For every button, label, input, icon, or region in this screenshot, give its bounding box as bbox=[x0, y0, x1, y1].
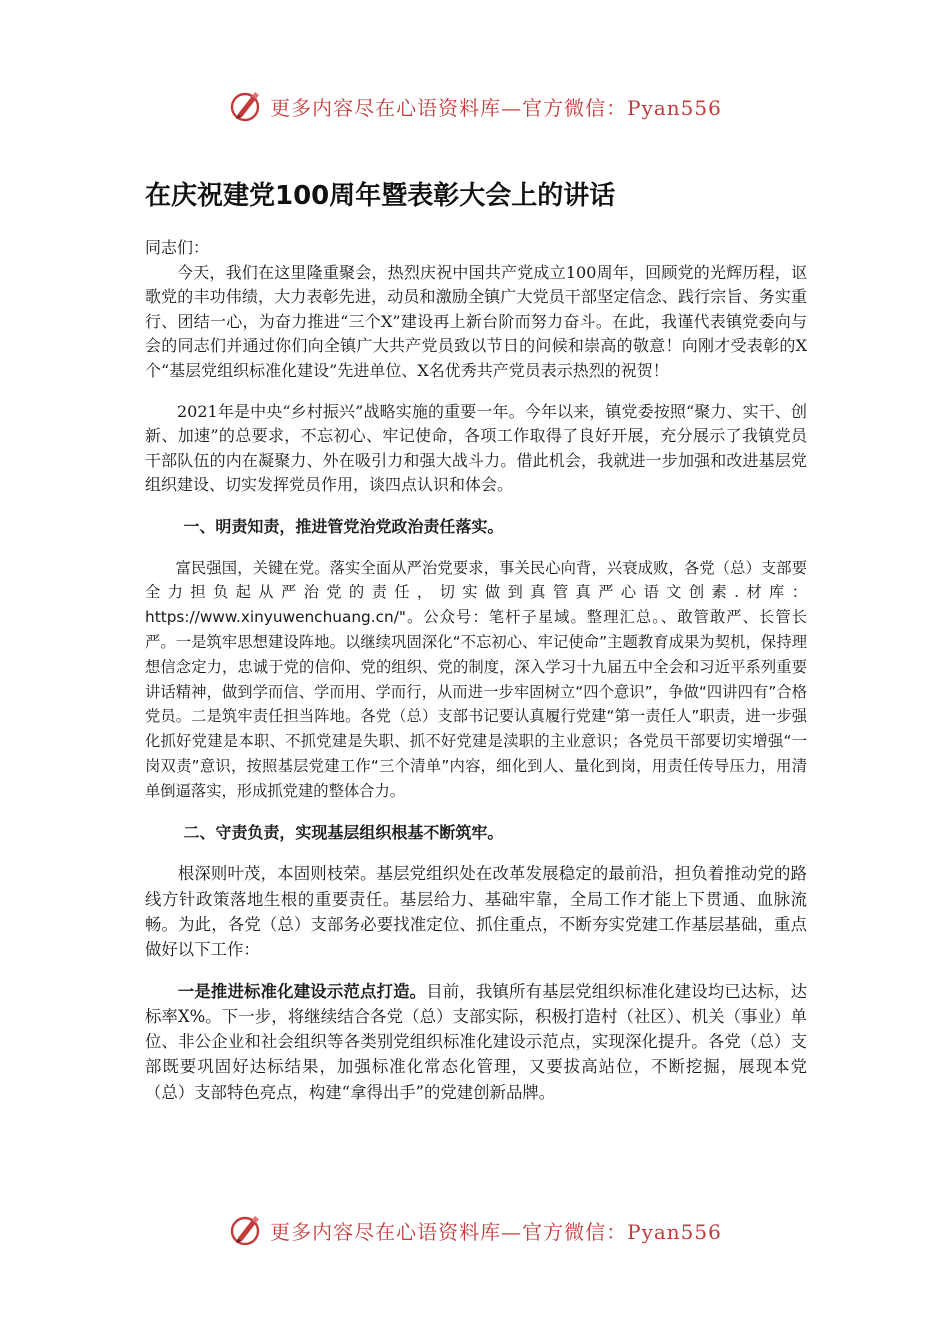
paragraph-context: 2021年是中央“乡村振兴”战略实施的重要一年。今年以来，镇党委按照“聚力、实干、创新、加速”的总要求，不忘初心、牢记使命，各项工作取得了良好开展，充分展示了我镇党员干部队伍的内在凝聚力、外在吸引力和强大战斗力。借此机会，我就进一步加强和改进基层党组织建设、切实发挥党员作用，谈四点认识和体会。 bbox=[145, 401, 807, 495]
point-1-lead: 一是推进标准化建设示范点打造。 bbox=[177, 981, 427, 1001]
section-heading-2: 二、守责负责，实现基层组织根基不断筑牢。 bbox=[183, 822, 504, 842]
document-title: 在庆祝建党100周年暨表彰大会上的讲话 bbox=[145, 181, 616, 211]
watermark-content bbox=[228, 1212, 722, 1248]
paragraph-point-1 bbox=[145, 979, 807, 1105]
point-1-body: 目前，我镇所有基层党组织标准化建设均已达标，达标率X%。下一步，将继续结合各党（总）支部实际，积极打造村（社区）、机关（事业）单位、非公企业和社会组织等各类别党组织标准化建设示范点，实现深化提升。各党（总）支部既要巩固好达标结果，加强标准化常态化管理，又要拔高站位，不断挖掘，展现本党（总）支部特色亮点，构建“拿得出手”的党建创新品牌。 bbox=[145, 981, 807, 1102]
paragraph-intro: 今天，我们在这里隆重聚会，热烈庆祝中国共产党成立100周年，回顾党的光辉历程，讴歌党的丰功伟绩，大力表彰先进，动员和激励全镇广大党员干部坚定信念、践行宗旨、务实重行、团结一心，为奋力推进“三个X”建设再上新台阶而努力奋斗。在此，我谨代表镇党委向与会的同志们并通过你们向全镇广大共产党员致以节日的问候和崇高的敬意！向刚才受表彰的X个“基层党组织标准化建设”先进单位、X名优秀共产党员表示热烈的祝贺！ bbox=[145, 262, 807, 380]
pen-circle-icon bbox=[228, 1212, 264, 1248]
pen-circle-icon bbox=[228, 88, 264, 124]
greeting: 同志们： bbox=[145, 238, 210, 257]
watermark-banner-top bbox=[0, 86, 950, 126]
watermark-banner-bottom bbox=[0, 1210, 950, 1250]
document-page bbox=[145, 178, 807, 1105]
watermark-content bbox=[228, 88, 722, 124]
paragraph-section-1: 富民强国，关键在党。落实全面从严治党要求，事关民心向背，兴衰成败，各党（总）支部要全力担负起从严治党的责任，切实做到真管真严心语文创素.材库：https://www.xinyuwenchuang.cn/"。公众号：笔杆子星域。整理汇总。、敢管敢严、长管长严。一是筑牢思想建设阵地。以继续巩固深化“不忘初心、牢记使命”主题教育成果为契机，保持理想信念定力，忠诚于党的信仰、党的组织、党的制度，深入学习十九届五中全会和习近平系列重要讲话精神，做到学而信、学而用、学而行，从而进一步牢固树立“四个意识”，争做“四讲四有”合格党员。二是筑牢责任担当阵地。各党（总）支部书记要认真履行党建“第一责任人”职责，进一步强化抓好党建是本职、不抓党建是失职、抓不好党建是渎职的主业意识；各党员干部要切实增强“一岗双责”意识，按照基层党建工作“三个清单”内容，细化到人、量化到岗，用责任传导压力，用清单倒逼落实，形成抓党建的整体合力。 bbox=[145, 558, 807, 800]
paragraph-section-2: 根深则叶茂，本固则枝荣。基层党组织处在改革发展稳定的最前沿，担负着推动党的路线方针政策落地生根的重要责任。基层给力、基础牢靠，全局工作才能上下贯通、血脉流畅。为此，各党（总）支部务必要找准定位、抓住重点，不断夯实党建工作基层基础，重点做好以下工作： bbox=[145, 864, 807, 960]
watermark-text: 更多内容尽在心语资料库—官方微信：Pyan556 bbox=[270, 95, 722, 120]
section-heading-1: 一、明责知责，推进管党治党政治责任落实。 bbox=[183, 516, 504, 536]
watermark-text: 更多内容尽在心语资料库—官方微信：Pyan556 bbox=[270, 1219, 722, 1244]
